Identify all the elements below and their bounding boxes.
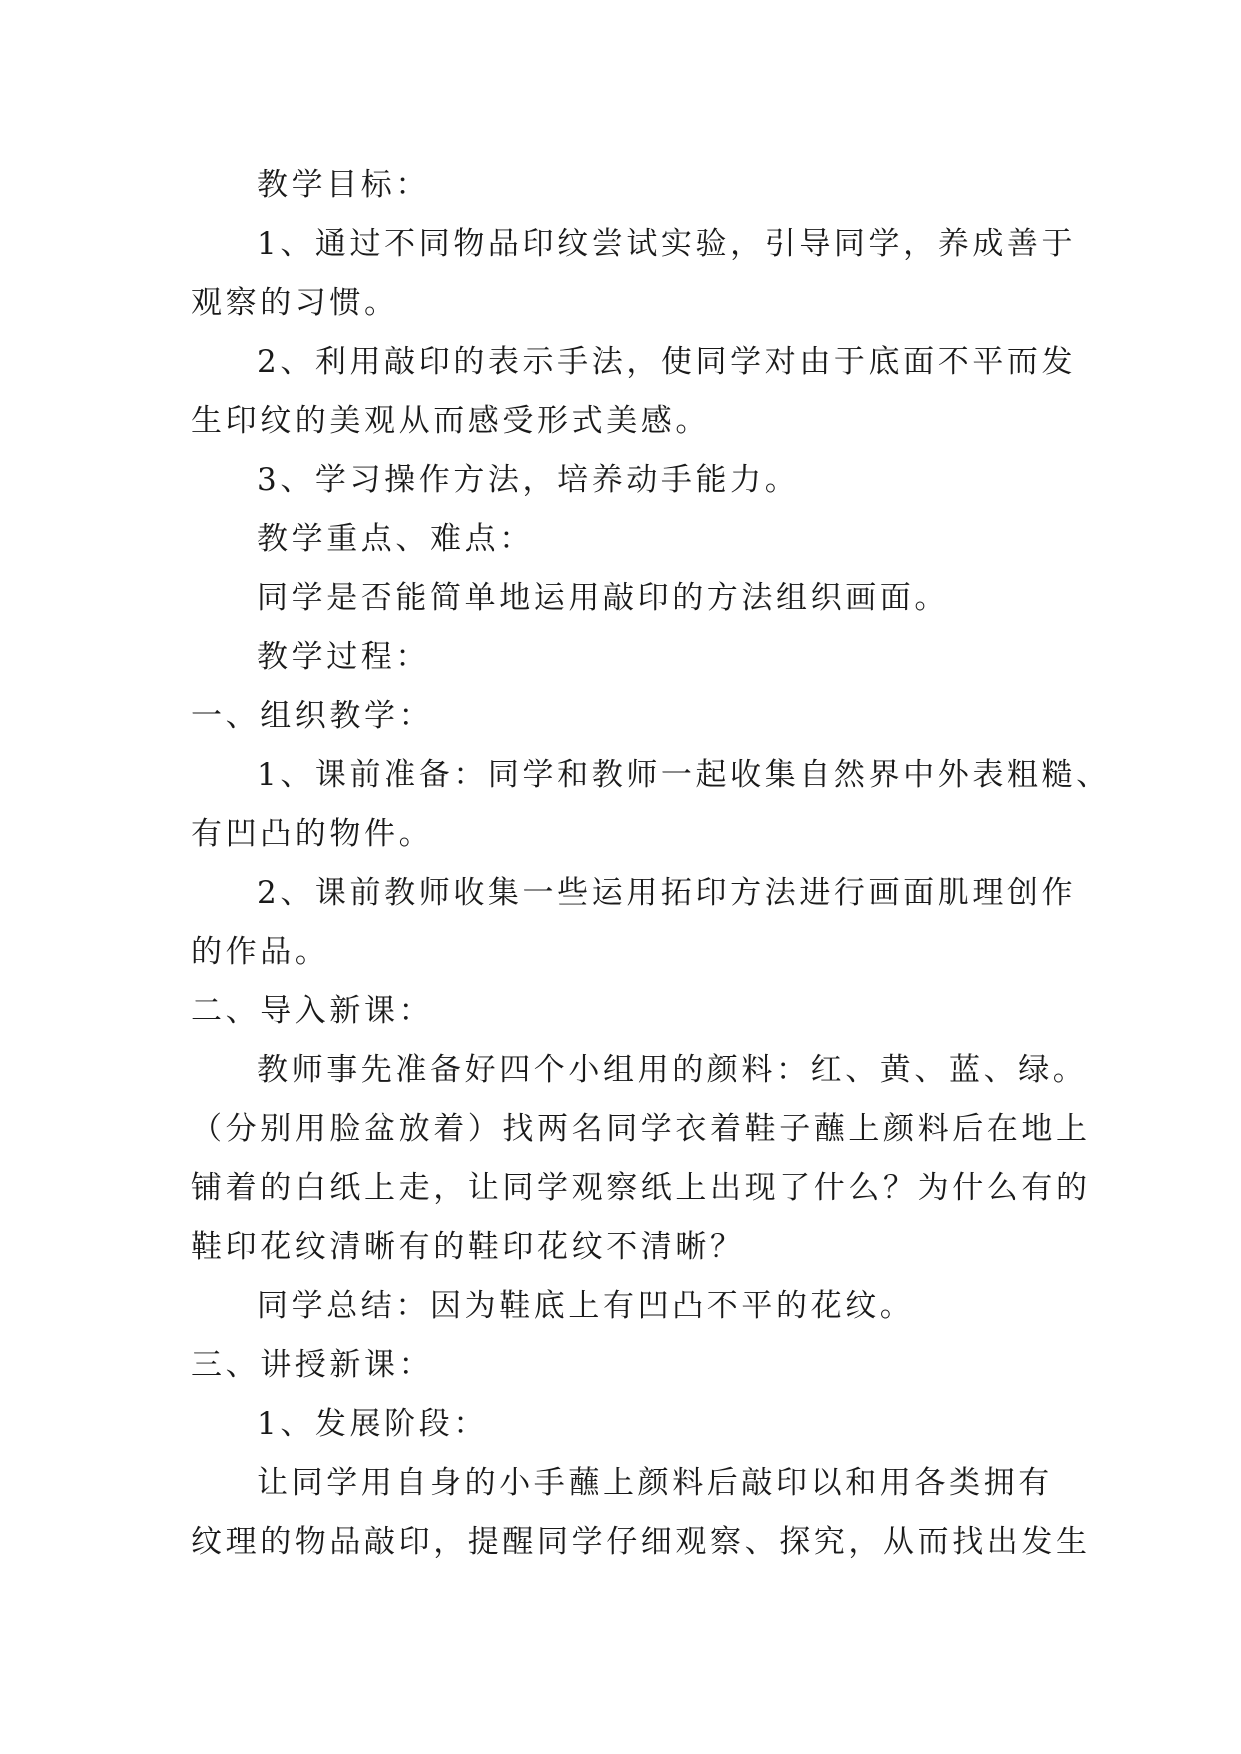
document-body [191, 156, 1111, 1572]
text-line: 1、课前准备：同学和教师一起收集自然界中外表粗糙、 [257, 757, 1111, 793]
text-line: 教师事先准备好四个小组用的颜料：红、黄、蓝、绿。 [257, 1052, 1088, 1088]
text-line: 纹理的物品敲印，提醒同学仔细观察、探究，从而找出发生 [191, 1524, 1091, 1560]
text-line: 1、通过不同物品印纹尝试实验，引导同学，养成善于 [257, 226, 1077, 262]
text-line: 3、学习操作方法，培养动手能力。 [257, 462, 800, 498]
text-line: 2、利用敲印的表示手法，使同学对由于底面不平而发 [257, 344, 1077, 380]
text-line: 同学总结：因为鞋底上有凹凸不平的花纹。 [257, 1288, 915, 1324]
text-line: 一、组织教学： [191, 698, 434, 734]
text-line: 二、导入新课： [191, 993, 434, 1029]
text-line: 的作品。 [191, 934, 330, 970]
text-line: 教学目标： [257, 167, 430, 203]
text-line: 有凹凸的物件。 [191, 816, 434, 852]
text-line: 教学重点、难点： [257, 521, 534, 557]
text-line: 三、讲授新课： [191, 1347, 434, 1383]
text-line: 铺着的白纸上走，让同学观察纸上出现了什么？为什么有的 [191, 1170, 1091, 1206]
text-line: 鞋印花纹清晰有的鞋印花纹不清晰？ [191, 1229, 745, 1265]
text-line: 1、发展阶段： [257, 1406, 488, 1442]
text-line: （分别用脸盆放着）找两名同学衣着鞋子蘸上颜料后在地上 [191, 1111, 1091, 1147]
text-line: 让同学用自身的小手蘸上颜料后敲印以和用各类拥有 [257, 1465, 1053, 1501]
text-line: 生印纹的美观从而感受形式美感。 [191, 403, 710, 439]
text-line: 同学是否能简单地运用敲印的方法组织画面。 [257, 580, 949, 616]
text-line: 观察的习惯。 [191, 285, 399, 321]
text-line: 教学过程： [257, 639, 430, 675]
text-line: 2、课前教师收集一些运用拓印方法进行画面肌理创作 [257, 875, 1077, 911]
